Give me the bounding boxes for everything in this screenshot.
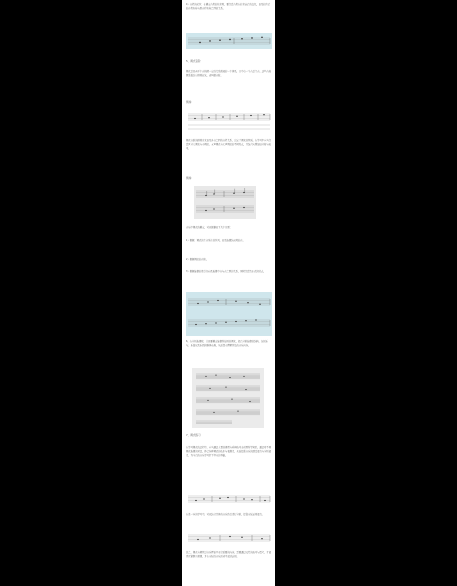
paragraph-4: 音乐中调式的确定，可以根据以下几个方面：	[186, 226, 232, 229]
figure-staff-1	[186, 33, 272, 49]
heading-4: 7、调式练习	[186, 434, 201, 437]
list-item-1: 1）根据：调式的主音所在的位置，以及旋律结束时的音。	[186, 239, 245, 242]
staff-5-svg	[186, 491, 272, 507]
figure-staff-5	[186, 491, 272, 507]
document-page	[182, 0, 275, 586]
figure-staff-4	[186, 292, 272, 336]
heading-2: 例如：	[186, 101, 194, 104]
staff-3-svg	[194, 186, 256, 219]
score-svg	[192, 368, 264, 428]
heading-3: 例如：	[186, 177, 194, 180]
staff-4-svg	[186, 292, 272, 336]
paragraph-3: 调式音阶的排列方式以及各音之间的音程关系，决定了调式的性质。在学习中应当注意区分大调式与小调式、五声调式与七声调式的不同特点，并结合实例加以分析与练习。	[186, 139, 271, 151]
heading-1: 5、调式音阶	[186, 60, 201, 63]
paragraph-1: 4）音程的转位：在确定音程的转位时，要注意音程在转位前后的变化，以及转位后的音程名称与原音程名称之间的关系。	[186, 3, 271, 11]
figure-staff-2	[186, 110, 272, 133]
staff-6-svg	[186, 531, 272, 545]
staff-1-svg	[186, 33, 272, 49]
figure-staff-3	[194, 186, 256, 219]
list-item-3: 3）根据旋律的进行方向及旋律中音与音之间的关系，同时注意终止式的特点。	[186, 270, 266, 273]
list-item-2: 2）根据调式的音阶。	[186, 258, 209, 261]
paragraph-7: 在进一步的学习中，可以结合具体的音乐作品进行分析，提高实际运用能力。	[186, 513, 265, 516]
paragraph-2: 调式是由若干个音按照一定的关系组成的一个体系，其中有一个音是主音。这些音按照高低次序排列起来，就叫做音阶。	[186, 70, 271, 78]
paragraph-8: 总之，调式与调性是音乐理论中非常重要的内容，需要通过反复的练习与思考，才能真正掌握其规律，并在实际的音乐活动中灵活运用。	[186, 551, 271, 559]
paragraph-6: 在学习调式的过程中，应当通过大量的视唱与听辨练习来巩固所学知识。通过对不同调式旋律的对比，体会各种调式的色彩与表现力，从而提高音乐的感受能力与分析能力，为今后的音乐学习打下坚实的基础。	[186, 446, 271, 458]
figure-score	[192, 368, 264, 428]
figure-staff-6	[186, 530, 272, 544]
staff-2-svg	[186, 110, 272, 133]
paragraph-5: 6、在分析旋律时，首先要确定旋律所使用的调式，然后分析旋律的结构，包括乐句、乐段以及乐曲的整体布局，从而深入理解作品的音乐内容。	[186, 340, 268, 348]
